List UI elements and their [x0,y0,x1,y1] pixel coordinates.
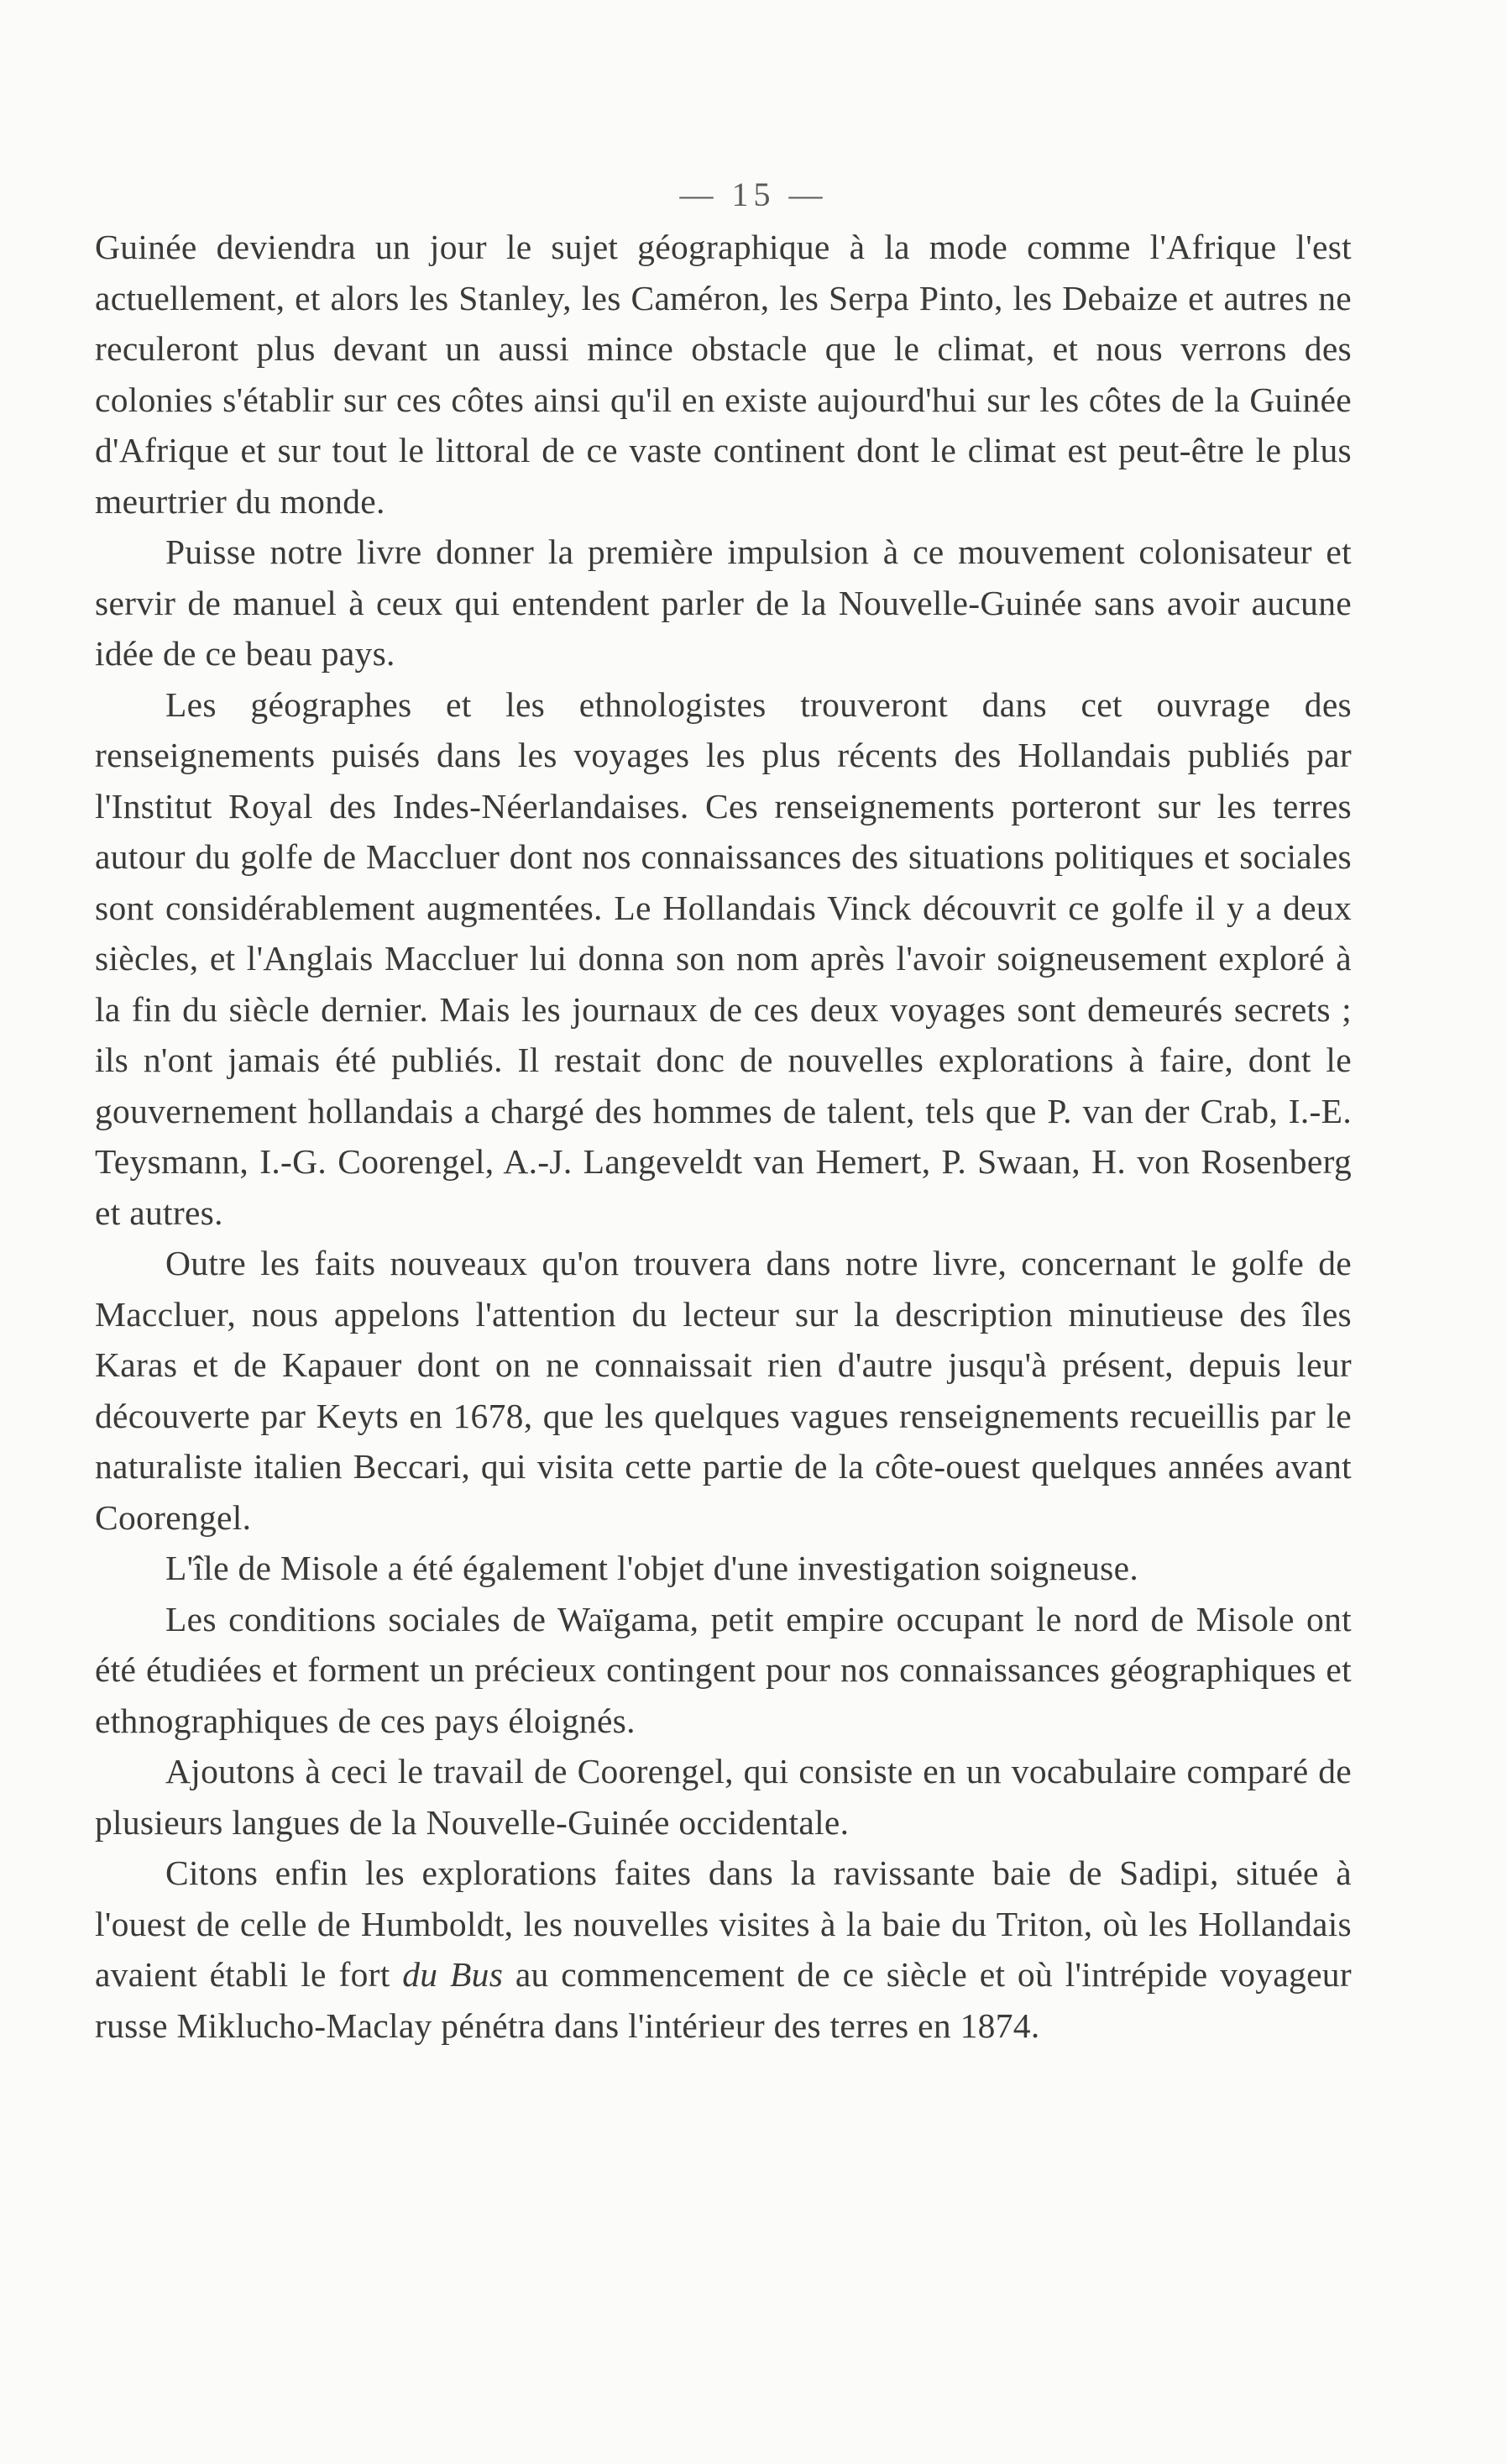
paragraph-last [95,1848,1352,2051]
body-text [95,222,1352,2051]
paragraph: Les géographes et les ethnologistes trouveront dans cet ouvrage des renseignements puisés dans les voyages les plus récents des Hollandais publiés par l'Institut Royal des Indes-Néerlandaises. Ces renseignements porteront sur les terres autour du golfe de Maccluer dont nos connaissances des situations politiques et sociales sont considérablement augmentées. Le Hollandais Vinck découvrit ce golfe il y a deux siècles, et l'Anglais Maccluer lui donna son nom après l'avoir soigneusement exploré à la fin du siècle dernier. Mais les journaux de ces deux voyages sont demeurés secrets ; ils n'ont jamais été publiés. Il restait donc de nouvelles explorations à faire, dont le gouvernement hollandais a chargé des hommes de talent, tels que P. van der Crab, I.-E. Teysmann, I.-G. Coorengel, A.-J. Langeveldt van Hemert, P. Swaan, H. von Rosenberg et autres. [95,684,1352,1232]
paragraph-text: au commencement de ce siècle et où l'intrépide voyageur russe Miklucho-Maclay pénétra dans l'intérieur des terres en 1874. [95,1955,1352,2045]
page-number: — 15 — [679,176,828,213]
paragraph: Outre les faits nouveaux qu'on trouvera dans notre livre, concernant le golfe de Maccluer, nous appelons l'attention du lecteur sur la description minutieuse des îles Karas et de Kapauer dont on ne connaissait rien d'autre jusqu'à présent, depuis leur découverte par Keyts en 1678, que les quelques vagues renseignements recueillis par le naturaliste italien Beccari, qui visita cette partie de la côte-ouest quelques années avant Coorengel. [95,1244,1352,1537]
paragraph: L'île de Misole a été également l'objet d'une investigation soigneuse. [165,1549,1139,1587]
italic-fort-name: du Bus [402,1955,504,1994]
paragraph: Les conditions sociales de Waïgama, petit empire occupant le nord de Misole ont été étudiées et forment un précieux contingent pour nos connaissances géographiques et ethnographiques de ces pays éloignés. [95,1599,1352,1740]
paragraph: Puisse notre livre donner la première impulsion à ce mouvement colonisateur et servir de manuel à ceux qui entendent parler de la Nouvelle-Guinée sans avoir aucune idée de ce beau pays. [95,532,1352,673]
paragraph-text: Citons enfin les explorations faites dans la ravissante baie de Sadipi, située à l'ouest de celle de Humboldt, les nouvelles visites à la baie du Triton, où les Hollandais avaient établi le fort [95,1853,1352,1994]
paragraph-continued: Guinée deviendra un jour le sujet géographique à la mode comme l'Afrique l'est actuellement, et alors les Stanley, les Caméron, les Serpa Pinto, les Debaize et autres ne reculeront plus devant un aussi mince obstacle que le climat, et nous verrons des colonies s'établir sur ces côtes ainsi qu'il en existe aujourd'hui sur les côtes de la Guinée d'Afrique et sur tout le littoral de ce vaste continent dont le climat est peut-être le plus meurtrier du monde. [95,228,1352,521]
paragraph: Ajoutons à ceci le travail de Coorengel, qui consiste en un vocabulaire comparé de plusieurs langues de la Nouvelle-Guinée occidentale. [95,1752,1352,1842]
